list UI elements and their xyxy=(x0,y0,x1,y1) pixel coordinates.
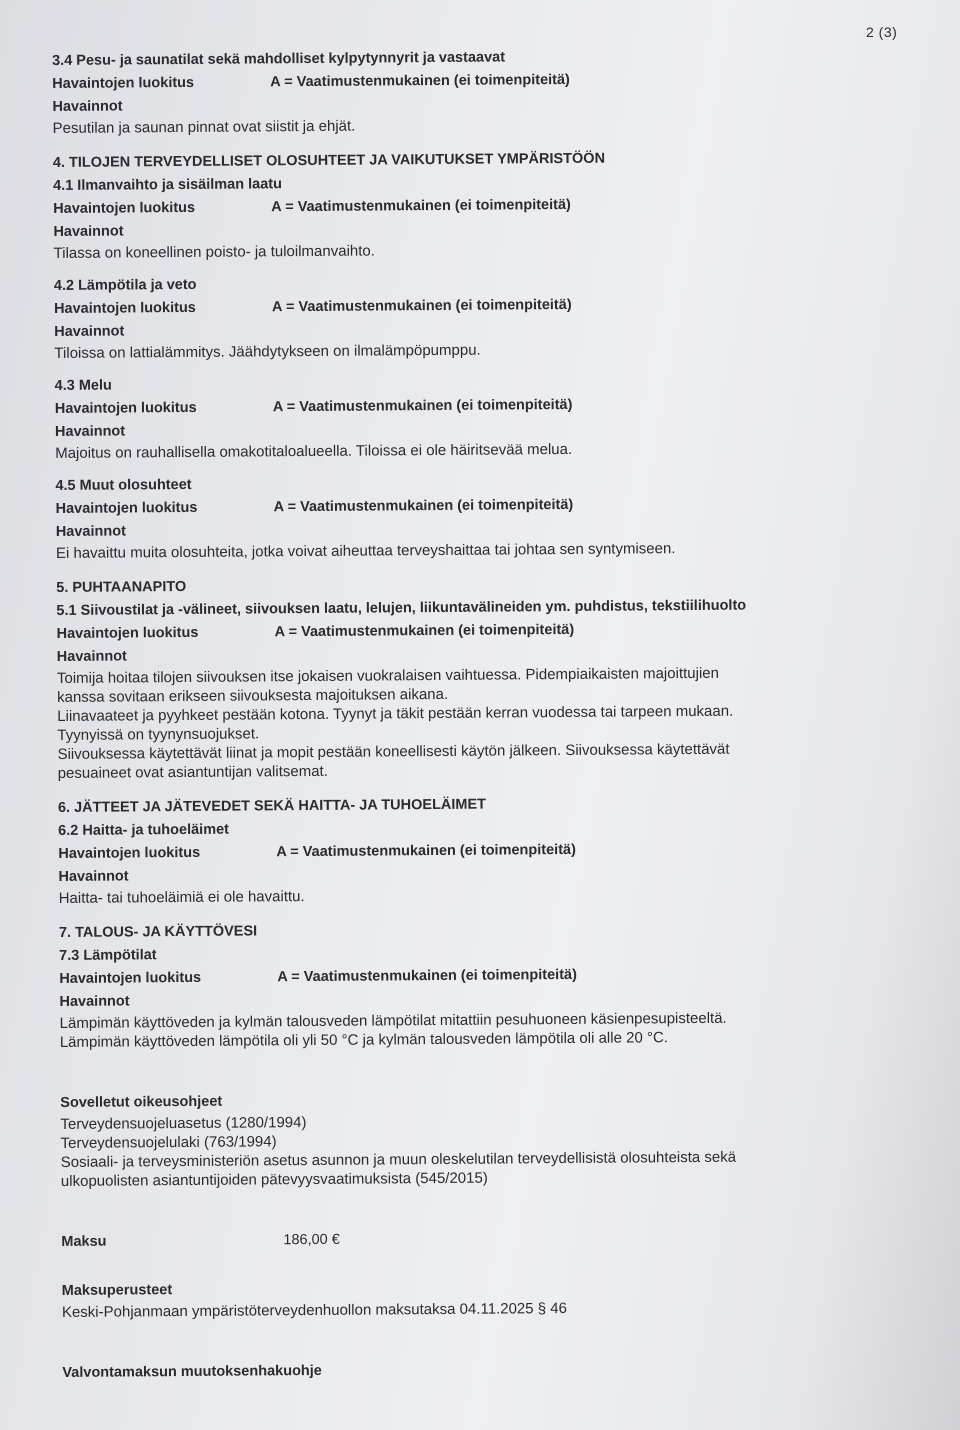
classification-label: Havaintojen luokitus xyxy=(53,199,196,217)
section-heading: 4.2 Lämpötila ja veto xyxy=(53,276,197,294)
observations-label: Havainnot xyxy=(59,993,130,1010)
section-6-2 xyxy=(58,791,839,908)
section-heading: 3.4 Pesu- ja saunatilat sekä mahdolliset kylpytynnyrit ja vastaavat xyxy=(52,49,506,69)
section-4-3 xyxy=(55,369,836,463)
section-heading: 5.1 Siivoustilat ja -välineet, siivouksen laatu, lelujen, liikuntavälineiden ym. puhdistus, tekstiilihuolto xyxy=(56,597,747,619)
section-heading: 7.3 Lämpötilat xyxy=(59,947,157,964)
fee-basis-heading: Maksuperusteet xyxy=(61,1282,173,1299)
section-heading: 4.5 Muut olosuhteet xyxy=(55,476,192,494)
observations-label: Havainnot xyxy=(52,98,123,115)
section-4-2 xyxy=(54,269,835,363)
observation-line: Ei havaittu muita olosuhteita, jotka voivat aiheuttaa terveyshaittaa tai johtaa sen syntymiseen. xyxy=(55,540,676,562)
classification-value: A = Vaatimustenmukainen (ei toimenpiteitä) xyxy=(270,71,570,91)
observations-label: Havainnot xyxy=(54,323,125,340)
document-page xyxy=(52,44,842,1385)
classification-label: Havaintojen luokitus xyxy=(54,399,197,417)
classification-label: Havaintojen luokitus xyxy=(55,499,198,517)
main-heading: 6. JÄTTEET JA JÄTEVEDET SEKÄ HAITTA- JA TUHOELÄIMET xyxy=(57,796,487,816)
section-heading: 6.2 Haitta- ja tuhoeläimet xyxy=(58,821,230,839)
classification-value: A = Vaatimustenmukainen (ei toimenpiteitä) xyxy=(277,966,577,986)
main-heading: 7. TALOUS- JA KÄYTTÖVESI xyxy=(58,923,258,941)
page-number: 2 (3) xyxy=(866,24,898,40)
legal-line: ulkopuolisten asiantuntijoiden pätevyysvaatimuksista (545/2015) xyxy=(60,1169,488,1190)
observation-line: Tiloissa on lattialämmitys. Jäähdytykseen on ilmalämpöpumppu. xyxy=(54,341,481,362)
legal-line: Terveydensuojelulaki (763/1994) xyxy=(60,1133,277,1152)
observation-line: kanssa sovitaan erikseen siivouksesta majoituksen aikana. xyxy=(57,685,449,706)
observation-line: Siivouksessa käytettävät liinat ja mopit pestään koneellisesti käytön jälkeen. Siivouksessa käytettävät xyxy=(57,740,730,763)
classification-value: A = Vaatimustenmukainen (ei toimenpiteitä) xyxy=(276,841,576,861)
observation-line: Majoitus on rauhallisella omakotitaloalueella. Tiloissa ei ole häiritsevää melua. xyxy=(55,440,573,462)
observation-line: Tilassa on koneellinen poisto- ja tuloilmanvaihto. xyxy=(53,242,375,262)
main-heading: 5. PUHTAANAPITO xyxy=(56,578,187,596)
section-heading: 4.3 Melu xyxy=(54,377,112,394)
legal-section xyxy=(60,1086,841,1191)
section-3-4 xyxy=(52,44,833,138)
observation-line: Lämpimän käyttöveden lämpötila oli yli 50 °C ja kylmän talousveden lämpötila oli alle 20 °C. xyxy=(59,1029,668,1051)
main-heading: 4. TILOJEN TERVEYDELLISET OLOSUHTEET JA VAIKUTUKSET YMPÄRISTÖÖN xyxy=(52,150,606,171)
observation-line: Haitta- tai tuhoeläimiä ei ole havaittu. xyxy=(58,888,305,907)
observation-line: Liinavaateet ja pyyhkeet pestään kotona. Tyynyt ja täkit pestään kerran vuodessa tai tarpeen mukaan. xyxy=(57,702,734,725)
fee-value: 186,00 € xyxy=(283,1231,340,1249)
observations-label: Havainnot xyxy=(53,223,124,240)
section-5-1 xyxy=(56,571,838,783)
classification-label: Havaintojen luokitus xyxy=(56,624,199,642)
classification-value: A = Vaatimustenmukainen (ei toimenpiteitä) xyxy=(271,296,572,316)
classification-label: Havaintojen luokitus xyxy=(58,844,201,862)
observation-line: Tyynyissä on tyynynsuojukset. xyxy=(57,725,260,744)
observation-line: Lämpimän käyttöveden ja kylmän talousveden lämpötilat mitattiin pesuhuoneen käsienpesupisteeltä. xyxy=(59,1009,727,1032)
fee-basis-text: Keski-Pohjanmaan ympäristöterveydenhuollon maksutaksa 04.11.2025 § 46 xyxy=(61,1299,567,1321)
fee-basis-section xyxy=(62,1274,842,1322)
observation-line: Pesutilan ja saunan pinnat ovat siistit ja ehjät. xyxy=(52,117,356,137)
legal-line: Terveydensuojeluasetus (1280/1994) xyxy=(60,1114,307,1133)
observations-label: Havainnot xyxy=(54,423,126,440)
legal-line: Sosiaali- ja terveysministeriön asetus asunnon ja muun oleskelutilan terveydellisistä olosuhteista sekä xyxy=(60,1148,737,1171)
classification-value: A = Vaatimustenmukainen (ei toimenpiteitä) xyxy=(272,396,573,416)
section-heading: 4.1 Ilmanvaihto ja sisäilman laatu xyxy=(53,176,282,194)
classification-value: A = Vaatimustenmukainen (ei toimenpiteitä) xyxy=(271,196,571,216)
section-4-1 xyxy=(53,146,834,263)
legal-heading: Sovelletut oikeusohjeet xyxy=(60,1093,223,1111)
observations-label: Havainnot xyxy=(55,523,126,540)
observation-line: pesuaineet ovat asiantuntijan valitsemat. xyxy=(57,762,328,782)
observations-label: Havainnot xyxy=(58,868,129,885)
classification-label: Havaintojen luokitus xyxy=(53,299,196,317)
observation-line: Toimija hoitaa tilojen siivouksen itse jokaisen vuokralaisen vaihtuessa. Pidempiaikaisten majoittujien xyxy=(56,664,719,687)
section-4-5 xyxy=(55,469,836,563)
section-7-3 xyxy=(59,916,840,1052)
observations-label: Havainnot xyxy=(56,648,127,665)
classification-value: A = Vaatimustenmukainen (ei toimenpiteitä) xyxy=(274,621,575,641)
fee-label: Maksu xyxy=(61,1233,107,1250)
classification-label: Havaintojen luokitus xyxy=(59,969,202,987)
classification-value: A = Vaatimustenmukainen (ei toimenpiteitä) xyxy=(273,496,574,516)
classification-label: Havaintojen luokitus xyxy=(52,74,195,92)
appeal-heading: Valvontamaksun muutoksenhakuohje xyxy=(62,1362,322,1381)
